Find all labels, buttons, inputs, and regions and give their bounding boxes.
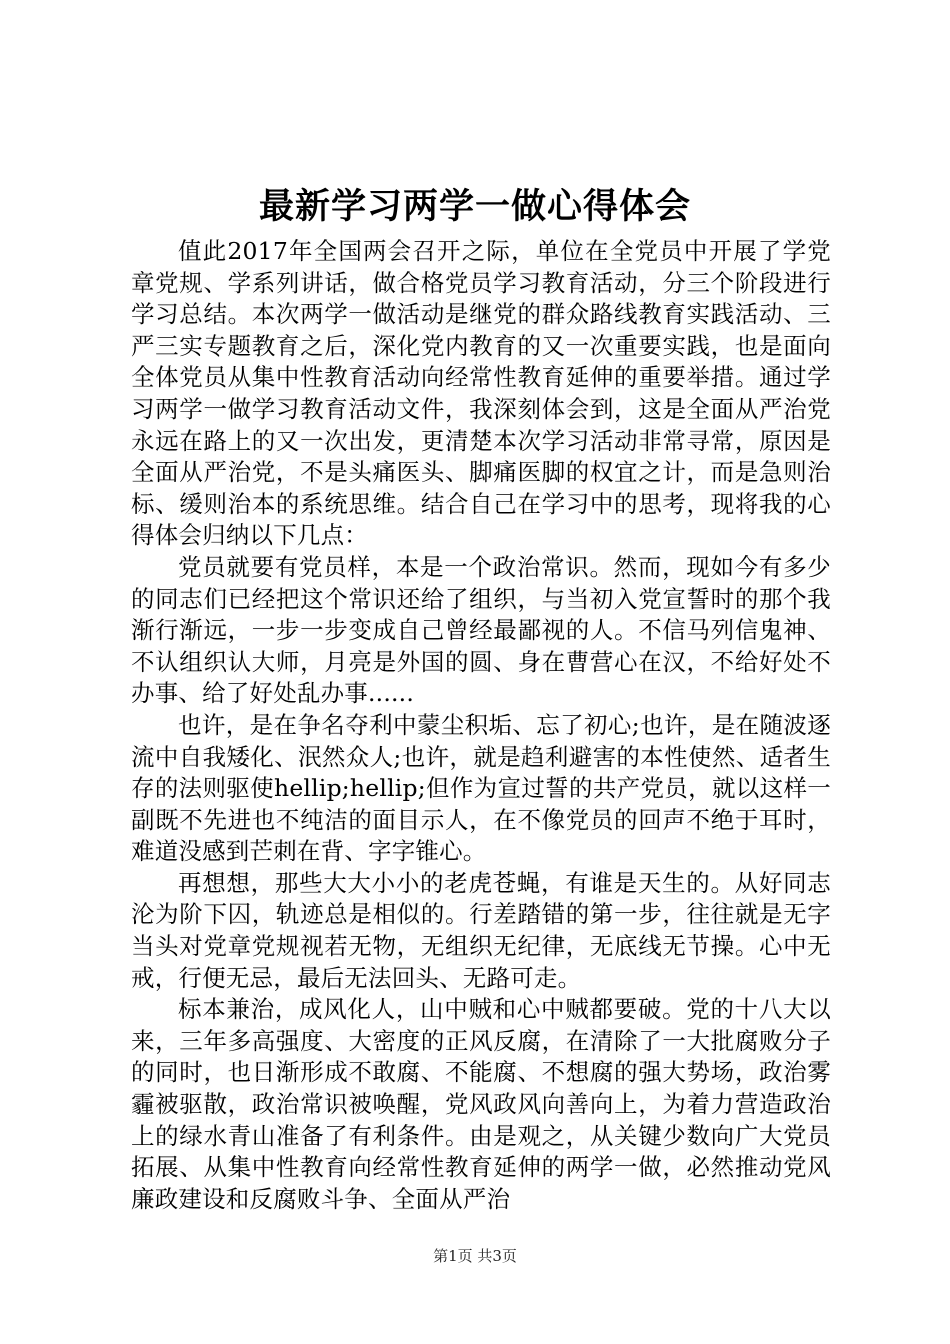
document-title: 最新学习两学一做心得体会 (258, 186, 691, 227)
paragraph-reflection: 再想想，那些大大小小的老虎苍蝇，有谁是天生的。从好同志沦为阶下囚，轨迹总是相似的。行差踏错的第一步，往往就是无字当头对党章党规视若无物，无组织无纪律，无底线无节操。心中无戒，行便无忌，最后无法回头、无路可走。 (131, 868, 831, 992)
page-number-footer: 第1页 共3页 (433, 1247, 517, 1265)
paragraph-party-member-image: 党员就要有党员样，本是一个政治常识。然而，现如今有多少的同志们已经把这个常识还给了组织，与当初入党宣誓时的那个我渐行渐远，一步一步变成自己曾经最鄙视的人。不信马列信鬼神、不认组织认大师，月亮是外国的圆、身在曹营心在汉，不给好处不办事、给了好处乱办事...... (131, 552, 831, 708)
paragraph-perhaps: 也许，是在争名夺利中蒙尘积垢、忘了初心;也许，是在随波逐流中自我矮化、泯然众人;也许，就是趋利避害的本性使然、适者生存的法则驱使hellip;hellip;但作为宣过誓的共产党员，就以这样一副既不先进也不纯洁的面目示人，在不像党员的回声不绝于耳时，难道没感到芒刺在背、字字锥心。 (131, 710, 831, 866)
paragraph-intro: 值此2017年全国两会召开之际，单位在全党员中开展了学党章党规、学系列讲话，做合格党员学习教育活动，分三个阶段进行学习总结。本次两学一做活动是继党的群众路线教育实践活动、三严三实专题教育之后，深化党内教育的又一次重要实践，也是面向全体党员从集中性教育活动向经常性教育延伸的重要举措。通过学习两学一做学习教育活动文件，我深刻体会到，这是全面从严治党永远在路上的又一次出发，更清楚本次学习活动非常寻常，原因是全面从严治党，不是头痛医头、脚痛医脚的权宜之计，而是急则治标、缓则治本的系统思维。结合自己在学习中的思考，现将我的心得体会归纳以下几点： (131, 237, 831, 550)
document-body (131, 236, 831, 1215)
paragraph-root-and-branch: 标本兼治，成风化人，山中贼和心中贼都要破。党的十八大以来，三年多高强度、大密度的正风反腐，在清除了一大批腐败分子的同时，也日渐形成不敢腐、不能腐、不想腐的强大势场，政治雾霾被驱散，政治常识被唤醒，党风政风向善向上，为着力营造政治上的绿水青山准备了有利条件。由是观之，从关键少数向广大党员拓展、从集中性教育向经常性教育延伸的两学一做，必然推动党风廉政建设和反腐败斗争、全面从严治 (131, 995, 831, 1213)
